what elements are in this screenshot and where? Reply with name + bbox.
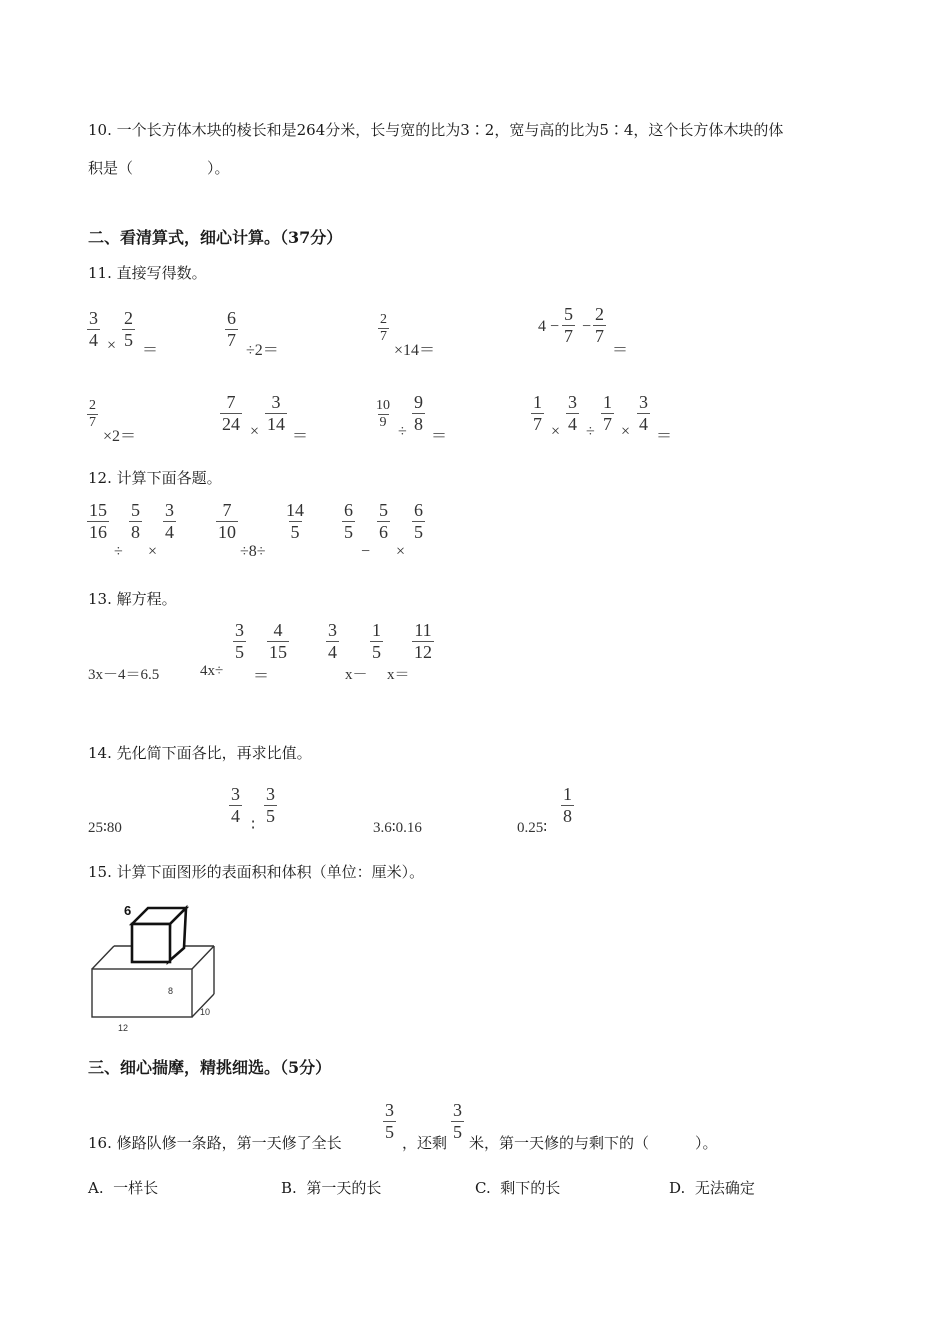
minus-sign: −	[582, 318, 592, 335]
operator-text: 0.25∶	[517, 820, 548, 836]
q12-title: 12. 计算下面各题。	[88, 469, 222, 487]
fraction: $\frac{14}{5}$	[286, 500, 304, 542]
fraction: $\frac{3}{4}$	[328, 620, 337, 662]
option-c[interactable]: C. 剩下的长	[475, 1179, 561, 1197]
q10-line1: 10. 一个长方体木块的棱长和是264分米，长与宽的比为3∶2，宽与高的比为5∶4，这个长方体木块的体	[88, 121, 784, 139]
fraction: $\frac{7}{10}$	[218, 500, 236, 542]
ratio-1: 25∶80	[88, 820, 122, 836]
q10-line2	[88, 157, 230, 178]
operand: 4	[538, 318, 546, 335]
operator-text: ×14＝	[394, 342, 436, 359]
operator-text: x－	[345, 667, 368, 683]
times-sign: ×	[621, 423, 631, 440]
fraction: $\frac{6}{5}$	[344, 500, 353, 542]
times-sign: ×	[250, 423, 260, 440]
q10-line2-post: ）。	[207, 159, 230, 177]
section-3-title: 三、细心揣摩，精挑细选。（5分）	[88, 1058, 332, 1077]
divide-sign: ÷	[586, 423, 595, 440]
fraction: $\frac{5}{7}$	[564, 304, 573, 346]
q14-title: 14. 先化简下面各比，再求比值。	[88, 744, 312, 762]
equals-sign: ＝	[656, 428, 673, 445]
fraction: $\frac{3}{5}$	[385, 1100, 394, 1142]
fraction: $\frac{6}{5}$	[414, 500, 423, 542]
times-sign: ×	[551, 423, 561, 440]
ratio-3: 3.6∶0.16	[373, 820, 422, 836]
operator-text: ×2＝	[103, 428, 137, 445]
times-sign: ×	[148, 543, 158, 560]
q13-title: 13. 解方程。	[88, 590, 177, 608]
fraction: $\frac{3}{14}$	[267, 392, 285, 434]
minus-sign: −	[361, 543, 371, 560]
times-sign: ×	[396, 543, 406, 560]
times-sign: ×	[107, 337, 117, 354]
fraction: $\frac{3}{4}$	[639, 392, 648, 434]
operator-text: x＝	[387, 667, 410, 683]
fraction: $\frac{1}{7}$	[533, 392, 542, 434]
fraction: $\frac{3}{4}$	[89, 308, 98, 350]
cube-edge-label: 6	[124, 903, 132, 918]
width-label: 10	[200, 1007, 211, 1017]
equals-sign: ＝	[142, 342, 159, 359]
cube-outline	[132, 908, 186, 962]
operator-text: 4x÷	[200, 663, 224, 679]
divide-sign: ÷	[114, 543, 123, 560]
fraction: $\frac{1}{7}$	[603, 392, 612, 434]
fraction: $\frac{7}{24}$	[222, 392, 240, 434]
q16-text-pre: 16. 修路队修一条路，第一天修了全长	[88, 1134, 342, 1152]
fraction: $\frac{3}{4}$	[231, 784, 240, 826]
equals-sign: ＝	[431, 428, 448, 445]
fraction: $\frac{2}{7}$	[380, 312, 387, 345]
fraction: $\frac{1}{8}$	[563, 784, 572, 826]
height-label: 8	[168, 986, 174, 996]
q11-title: 11. 直接写得数。	[88, 264, 207, 282]
length-label: 12	[118, 1023, 129, 1033]
q10-line2-pre: 积是（	[88, 159, 134, 177]
fraction: $\frac{2}{5}$	[124, 308, 133, 350]
fraction: $\frac{6}{7}$	[227, 308, 236, 350]
fraction: $\frac{10}{9}$	[376, 398, 390, 431]
q16-text-post: 米，第一天修的与剩下的（ ）。	[469, 1134, 718, 1152]
fraction: $\frac{2}{7}$	[595, 304, 604, 346]
option-a[interactable]: A. 一样长	[88, 1179, 159, 1197]
fraction: $\frac{3}{5}$	[453, 1100, 462, 1142]
equals-sign: ＝	[612, 342, 629, 359]
q15-title: 15. 计算下面图形的表面积和体积（单位：厘米）。	[88, 863, 425, 881]
fraction: $\frac{9}{8}$	[414, 392, 423, 434]
equation-1: 3x－4＝6.5	[88, 667, 160, 683]
fraction: $\frac{5}{8}$	[131, 500, 140, 542]
cuboid-with-cube-figure	[84, 896, 224, 1038]
fraction: $\frac{5}{6}$	[379, 500, 388, 542]
option-b[interactable]: B. 第一天的长	[281, 1179, 382, 1197]
fraction: $\frac{3}{4}$	[165, 500, 174, 542]
fraction: $\frac{3}{5}$	[235, 620, 244, 662]
fraction: $\frac{3}{4}$	[568, 392, 577, 434]
option-d[interactable]: D. 无法确定	[669, 1179, 755, 1197]
equals-sign: ＝	[253, 668, 270, 685]
fraction: $\frac{1}{5}$	[372, 620, 381, 662]
divide-sign: ÷	[398, 423, 407, 440]
fraction: $\frac{15}{16}$	[89, 500, 107, 542]
minus-sign: −	[550, 318, 560, 335]
fraction: $\frac{3}{5}$	[266, 784, 275, 826]
equals-sign: ＝	[292, 428, 309, 445]
fraction: $\frac{11}{12}$	[414, 620, 432, 662]
section-2-title: 二、看清算式，细心计算。（37分）	[88, 228, 343, 247]
q16-text-mid: ，还剩	[402, 1134, 448, 1152]
fraction: $\frac{2}{7}$	[89, 398, 96, 431]
operator-text: ÷2＝	[246, 342, 279, 359]
fraction: $\frac{4}{15}$	[269, 620, 287, 662]
operator-text: ÷8÷	[240, 543, 266, 560]
colon: ∶	[251, 817, 256, 834]
